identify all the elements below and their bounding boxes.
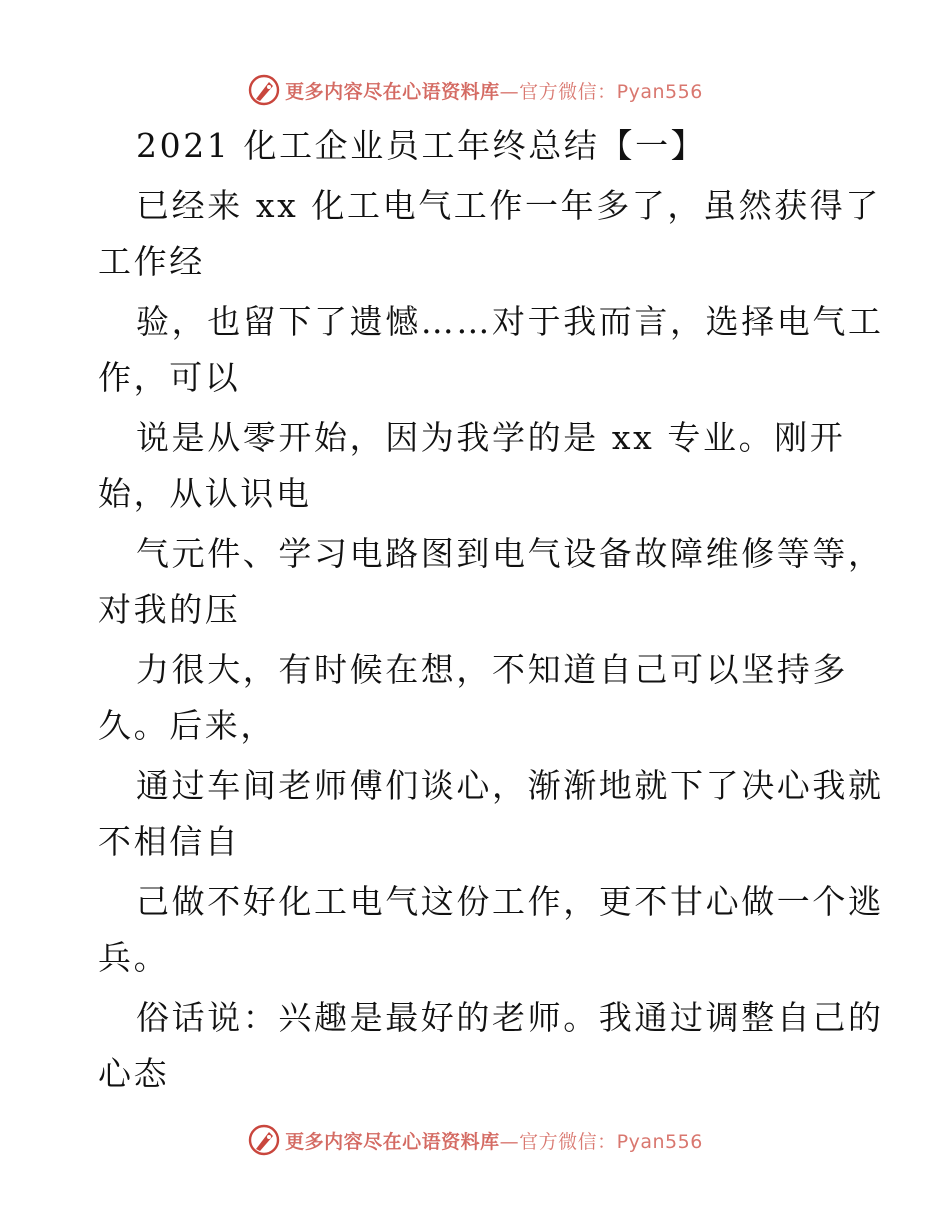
paragraph-line: 说是从零开始，因为我学的是 xx 专业。刚开 — [136, 418, 846, 457]
paragraph-line: 已经来 xx 化工电气工作一年多了，虽然获得了 — [136, 186, 882, 225]
pen-nib-logo-icon — [247, 1123, 281, 1157]
paragraph-line: 不相信自 — [98, 822, 241, 861]
paragraph-line: 通过车间老师傅们谈心，渐渐地就下了决心我就 — [136, 766, 884, 805]
document-title: 2021 化工企业员工年终总结【一】 — [136, 126, 707, 165]
paragraph-line: 始，从认识电 — [98, 474, 312, 513]
paragraph-line: 作，可以 — [98, 358, 241, 397]
paragraph-line: 兵。 — [98, 938, 170, 977]
footer-banner-text: 更多内容尽在心语资料库 — [285, 1130, 500, 1153]
paragraph-line: 验，也留下了遗憾……对于我而言，选择电气工 — [136, 302, 884, 341]
paragraph-line: 心态 — [98, 1054, 170, 1093]
paragraph-line: 工作经 — [98, 242, 205, 281]
header-banner — [0, 70, 950, 110]
paragraph-line: 对我的压 — [98, 590, 241, 629]
paragraph-line: 力很大，有时候在想，不知道自己可以坚持多 — [136, 650, 848, 689]
header-banner-contact: —官方微信：Pyan556 — [499, 80, 703, 103]
pen-nib-logo-icon — [247, 73, 281, 107]
header-banner-text: 更多内容尽在心语资料库 — [285, 80, 500, 103]
paragraph-line: 俗话说：兴趣是最好的老师。我通过调整自己的 — [136, 998, 884, 1037]
paragraph-line: 久。后来， — [98, 706, 276, 745]
footer-banner — [0, 1120, 950, 1160]
footer-banner-contact: —官方微信：Pyan556 — [499, 1130, 703, 1153]
paragraph-line: 己做不好化工电气这份工作，更不甘心做一个逃 — [136, 882, 884, 921]
paragraph-line: 气元件、学习电路图到电气设备故障维修等等， — [136, 534, 884, 573]
